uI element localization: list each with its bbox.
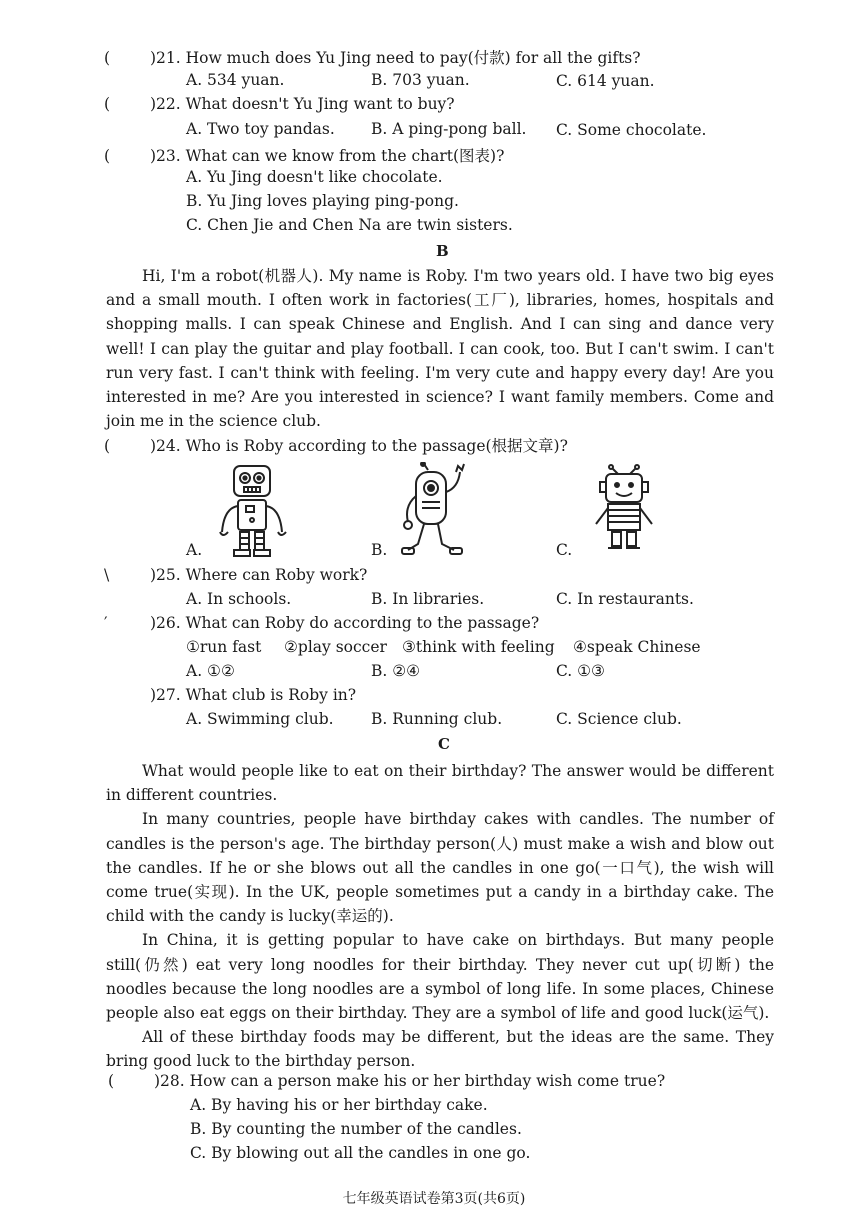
passage-c-paragraph-1: What would people like to eat on their birthday? The answer would be different in different countries. bbox=[106, 762, 774, 805]
answer-paren[interactable]: ( bbox=[104, 437, 111, 455]
q23-option-b[interactable]: B. Yu Jing loves playing ping-pong. bbox=[186, 192, 459, 210]
question-text: )21. How much does Yu Jing need to pay(付款) for all the gifts? bbox=[150, 49, 641, 67]
answer-paren[interactable]: \ bbox=[104, 566, 110, 584]
question-text: )28. How can a person make his or her birthday wish come true? bbox=[154, 1072, 666, 1090]
q23-option-a[interactable]: A. Yu Jing doesn't like chocolate. bbox=[186, 168, 443, 186]
page-footer: 七年级英语试卷第3页(共6页) bbox=[342, 1191, 526, 1207]
q24-option-a[interactable]: A. bbox=[186, 541, 203, 559]
q24-option-b[interactable]: B. bbox=[371, 541, 388, 559]
q26-choice-2: ②play soccer bbox=[284, 638, 387, 656]
question-27 bbox=[104, 686, 356, 704]
answer-paren[interactable]: ( bbox=[104, 49, 111, 67]
robot-a-icon bbox=[212, 462, 292, 560]
question-23 bbox=[104, 144, 504, 166]
q22-option-a[interactable]: A. Two toy pandas. bbox=[186, 120, 335, 138]
q27-option-c[interactable]: C. Science club. bbox=[556, 710, 682, 728]
passage-b-text: Hi, I'm a robot(机器人). My name is Roby. I'm two years old. I have two big eyes and a small mouth. I often work in factories(工厂), libraries, homes, hospitals and shopping malls. I can speak Chinese and English. And I can sing and dance very well! I can play the guitar and play football. I can cook, too. But I can't swim. I can't run very fast. I can't think with feeling. I'm very cute and happy every day! Are you interested in me? Are you interested in science? I want family members. Come and join me in the science club. bbox=[106, 267, 774, 431]
question-text: )24. Who is Roby according to the passage(根据文章)? bbox=[150, 437, 568, 455]
question-text: )26. What can Roby do according to the passage? bbox=[150, 614, 540, 632]
q25-option-c[interactable]: C. In restaurants. bbox=[556, 590, 694, 608]
question-21 bbox=[104, 46, 641, 68]
question-22 bbox=[104, 95, 455, 113]
q25-option-b[interactable]: B. In libraries. bbox=[371, 590, 485, 608]
passage-c bbox=[106, 759, 774, 1074]
question-text: )22. What doesn't Yu Jing want to buy? bbox=[150, 95, 455, 113]
q21-option-c[interactable]: C. 614 yuan. bbox=[556, 72, 655, 90]
passage-c-paragraph-4: All of these birthday foods may be different, but the ideas are the same. They bring good luck to the birthday person. bbox=[106, 1028, 774, 1071]
question-26 bbox=[104, 614, 539, 632]
answer-paren[interactable]: ( bbox=[104, 95, 111, 113]
answer-paren[interactable]: ( bbox=[108, 1072, 115, 1090]
q28-option-b[interactable]: B. By counting the number of the candles. bbox=[190, 1120, 522, 1138]
question-24 bbox=[104, 434, 568, 456]
question-28 bbox=[108, 1072, 665, 1090]
q27-option-a[interactable]: A. Swimming club. bbox=[186, 710, 334, 728]
q28-option-c[interactable]: C. By blowing out all the candles in one go. bbox=[190, 1144, 531, 1162]
passage-c-paragraph-3: In China, it is getting popular to have cake on birthdays. But many people still(仍然) eat very long noodles for their birthday. They never cut up(切断) the noodles because the long noodles are a symbol of long life. In some places, Chinese people also eat eggs on their birthday. They are a symbol of life and good luck(运气). bbox=[106, 931, 774, 1023]
q26-option-b[interactable]: B. ②④ bbox=[371, 662, 421, 680]
q21-option-b[interactable]: B. 703 yuan. bbox=[371, 71, 470, 89]
q21-option-a[interactable]: A. 534 yuan. bbox=[186, 71, 285, 89]
question-text: )23. What can we know from the chart(图表)? bbox=[150, 147, 505, 165]
answer-paren[interactable]: ′ bbox=[104, 614, 108, 632]
q22-option-b[interactable]: B. A ping-pong ball. bbox=[371, 120, 527, 138]
q22-option-c[interactable]: C. Some chocolate. bbox=[556, 121, 707, 139]
q25-option-a[interactable]: A. In schools. bbox=[186, 590, 292, 608]
robot-c-icon bbox=[586, 462, 662, 554]
robot-b-icon bbox=[398, 462, 478, 560]
q26-choice-4: ④speak Chinese bbox=[573, 638, 701, 656]
passage-b bbox=[106, 264, 774, 433]
passage-c-paragraph-2: In many countries, people have birthday cakes with candles. The number of candles is the person's age. The birthday person(人) must make a wish and blow out the candles. If he or she blows out all the candles in one go(一口气), the wish will come true(实现). In the UK, people sometimes put a candy in a birthday cake. The child with the candy is lucky(幸运的). bbox=[106, 810, 774, 926]
question-text: )27. What club is Roby in? bbox=[150, 686, 357, 704]
question-text: )25. Where can Roby work? bbox=[150, 566, 368, 584]
q23-option-c[interactable]: C. Chen Jie and Chen Na are twin sisters. bbox=[186, 216, 513, 234]
section-b-heading: B bbox=[436, 242, 449, 260]
q26-option-a[interactable]: A. ①② bbox=[186, 662, 235, 680]
answer-paren[interactable]: ( bbox=[104, 147, 111, 165]
q27-option-b[interactable]: B. Running club. bbox=[371, 710, 503, 728]
q26-choice-1: ①run fast bbox=[186, 638, 262, 656]
q26-choice-3: ③think with feeling bbox=[402, 638, 555, 656]
q26-option-c[interactable]: C. ①③ bbox=[556, 662, 605, 680]
question-25 bbox=[104, 566, 367, 584]
q28-option-a[interactable]: A. By having his or her birthday cake. bbox=[190, 1096, 488, 1114]
section-c-heading: C bbox=[438, 735, 450, 753]
q24-option-c[interactable]: C. bbox=[556, 541, 573, 559]
